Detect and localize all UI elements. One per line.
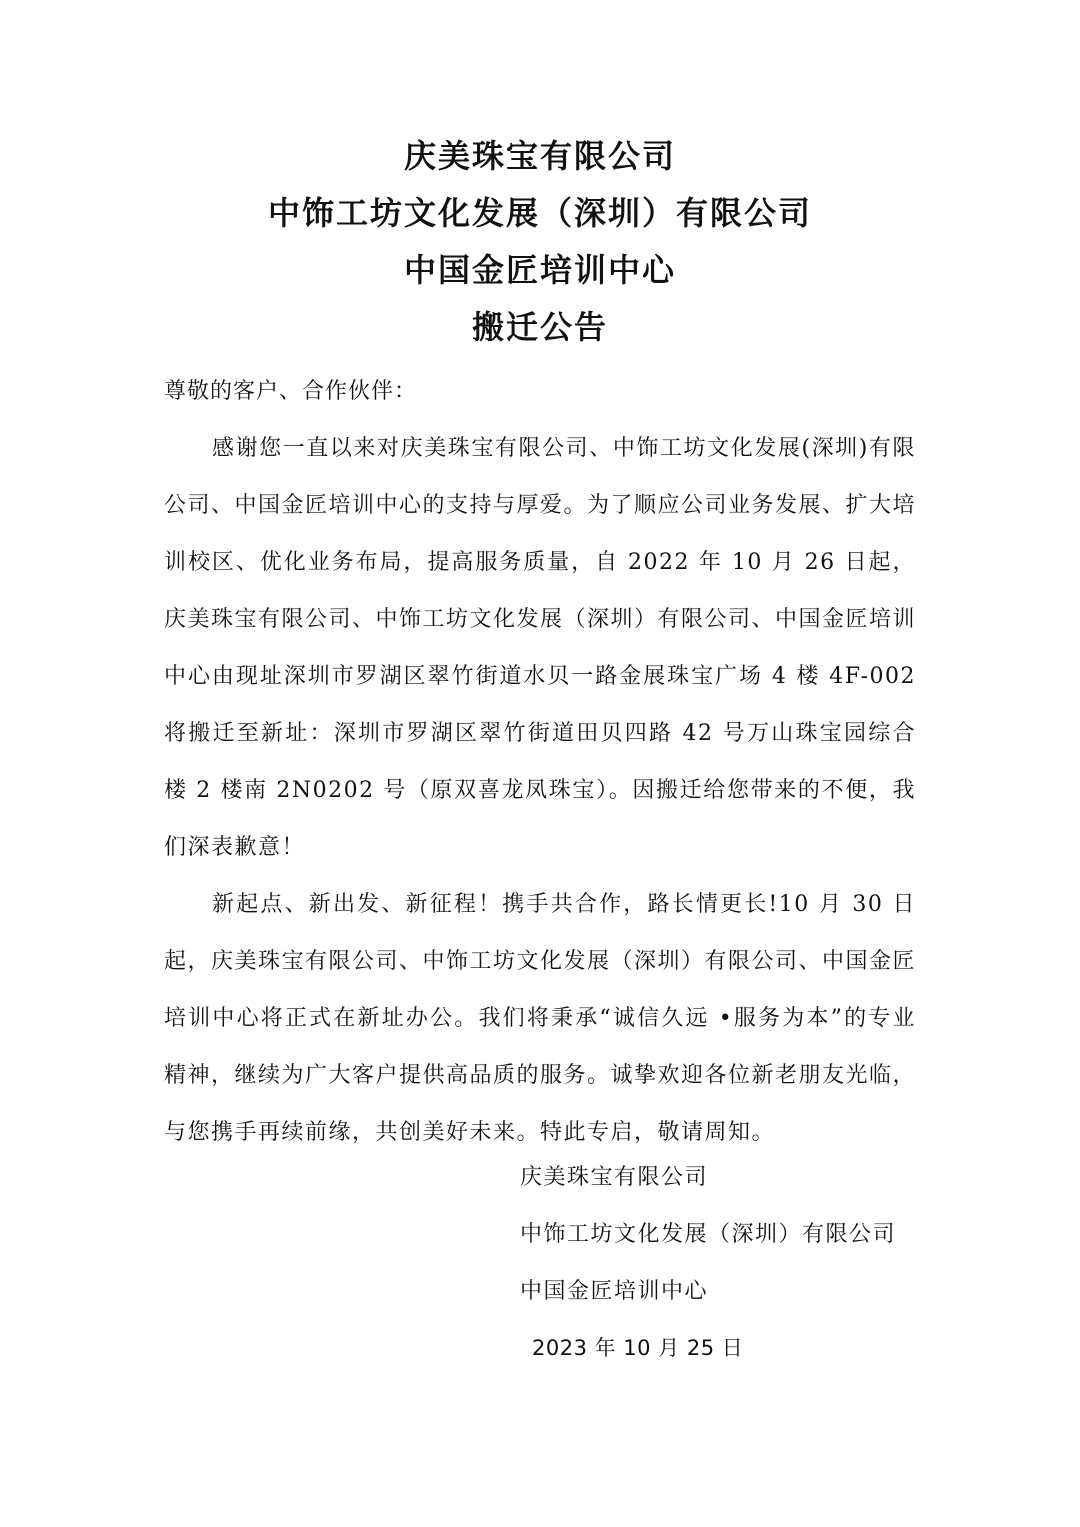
signature-company-1: 庆美珠宝有限公司 xyxy=(520,1165,709,1190)
announcement-body xyxy=(164,363,916,1161)
signature-company-2: 中饰工坊文化发展（深圳）有限公司 xyxy=(520,1222,897,1247)
paragraph-new-office: 新起点、新出发、新征程！携手共合作，路长情更长!10 月 30 日起，庆美珠宝有限公司、中饰工坊文化发展（深圳）有限公司、中国金匠培训中心将正式在新址办公。我们将秉承“诚信久远 •服务为本”的专业精神，继续为广大客户提供高品质的服务。诚挚欢迎各位新老朋友光临，与您携手再续前缘，共创美好未来。特此专启，敬请周知。 xyxy=(164,892,917,1145)
title-company-2: 中饰工坊文化发展（深圳）有限公司 xyxy=(267,194,812,232)
paragraph-relocation: 感谢您一直以来对庆美珠宝有限公司、中饰工坊文化发展(深圳)有限公司、中国金匠培训中心的支持与厚爱。为了顺应公司业务发展、扩大培训校区、优化业务布局，提高服务质量，自 2022 年 10 月 26 日起，庆美珠宝有限公司、中饰工坊文化发展（深圳）有限公司、中国金匠培训中心由现址深圳市罗湖区翠竹街道水贝一路金展珠宝广场 4 楼 4F-002 将搬迁至新址：深圳市罗湖区翠竹街道田贝四路 42 号万山珠宝园综合楼 2 楼南 2N0202 号（原双喜龙凤珠宝）。因搬迁给您带来的不便，我们深表歉意！ xyxy=(164,436,917,860)
title-company-1: 庆美珠宝有限公司 xyxy=(403,137,676,175)
signature-block xyxy=(520,1149,896,1377)
announcement-title: 搬迁公告 xyxy=(471,308,608,346)
salutation: 尊敬的客户、合作伙伴： xyxy=(164,379,418,404)
title-company-3: 中国金匠培训中心 xyxy=(403,251,676,289)
title-block xyxy=(0,128,1080,356)
signature-company-3: 中国金匠培训中心 xyxy=(520,1279,709,1304)
signature-date: 2023 年 10 月 25 日 xyxy=(532,1336,744,1360)
